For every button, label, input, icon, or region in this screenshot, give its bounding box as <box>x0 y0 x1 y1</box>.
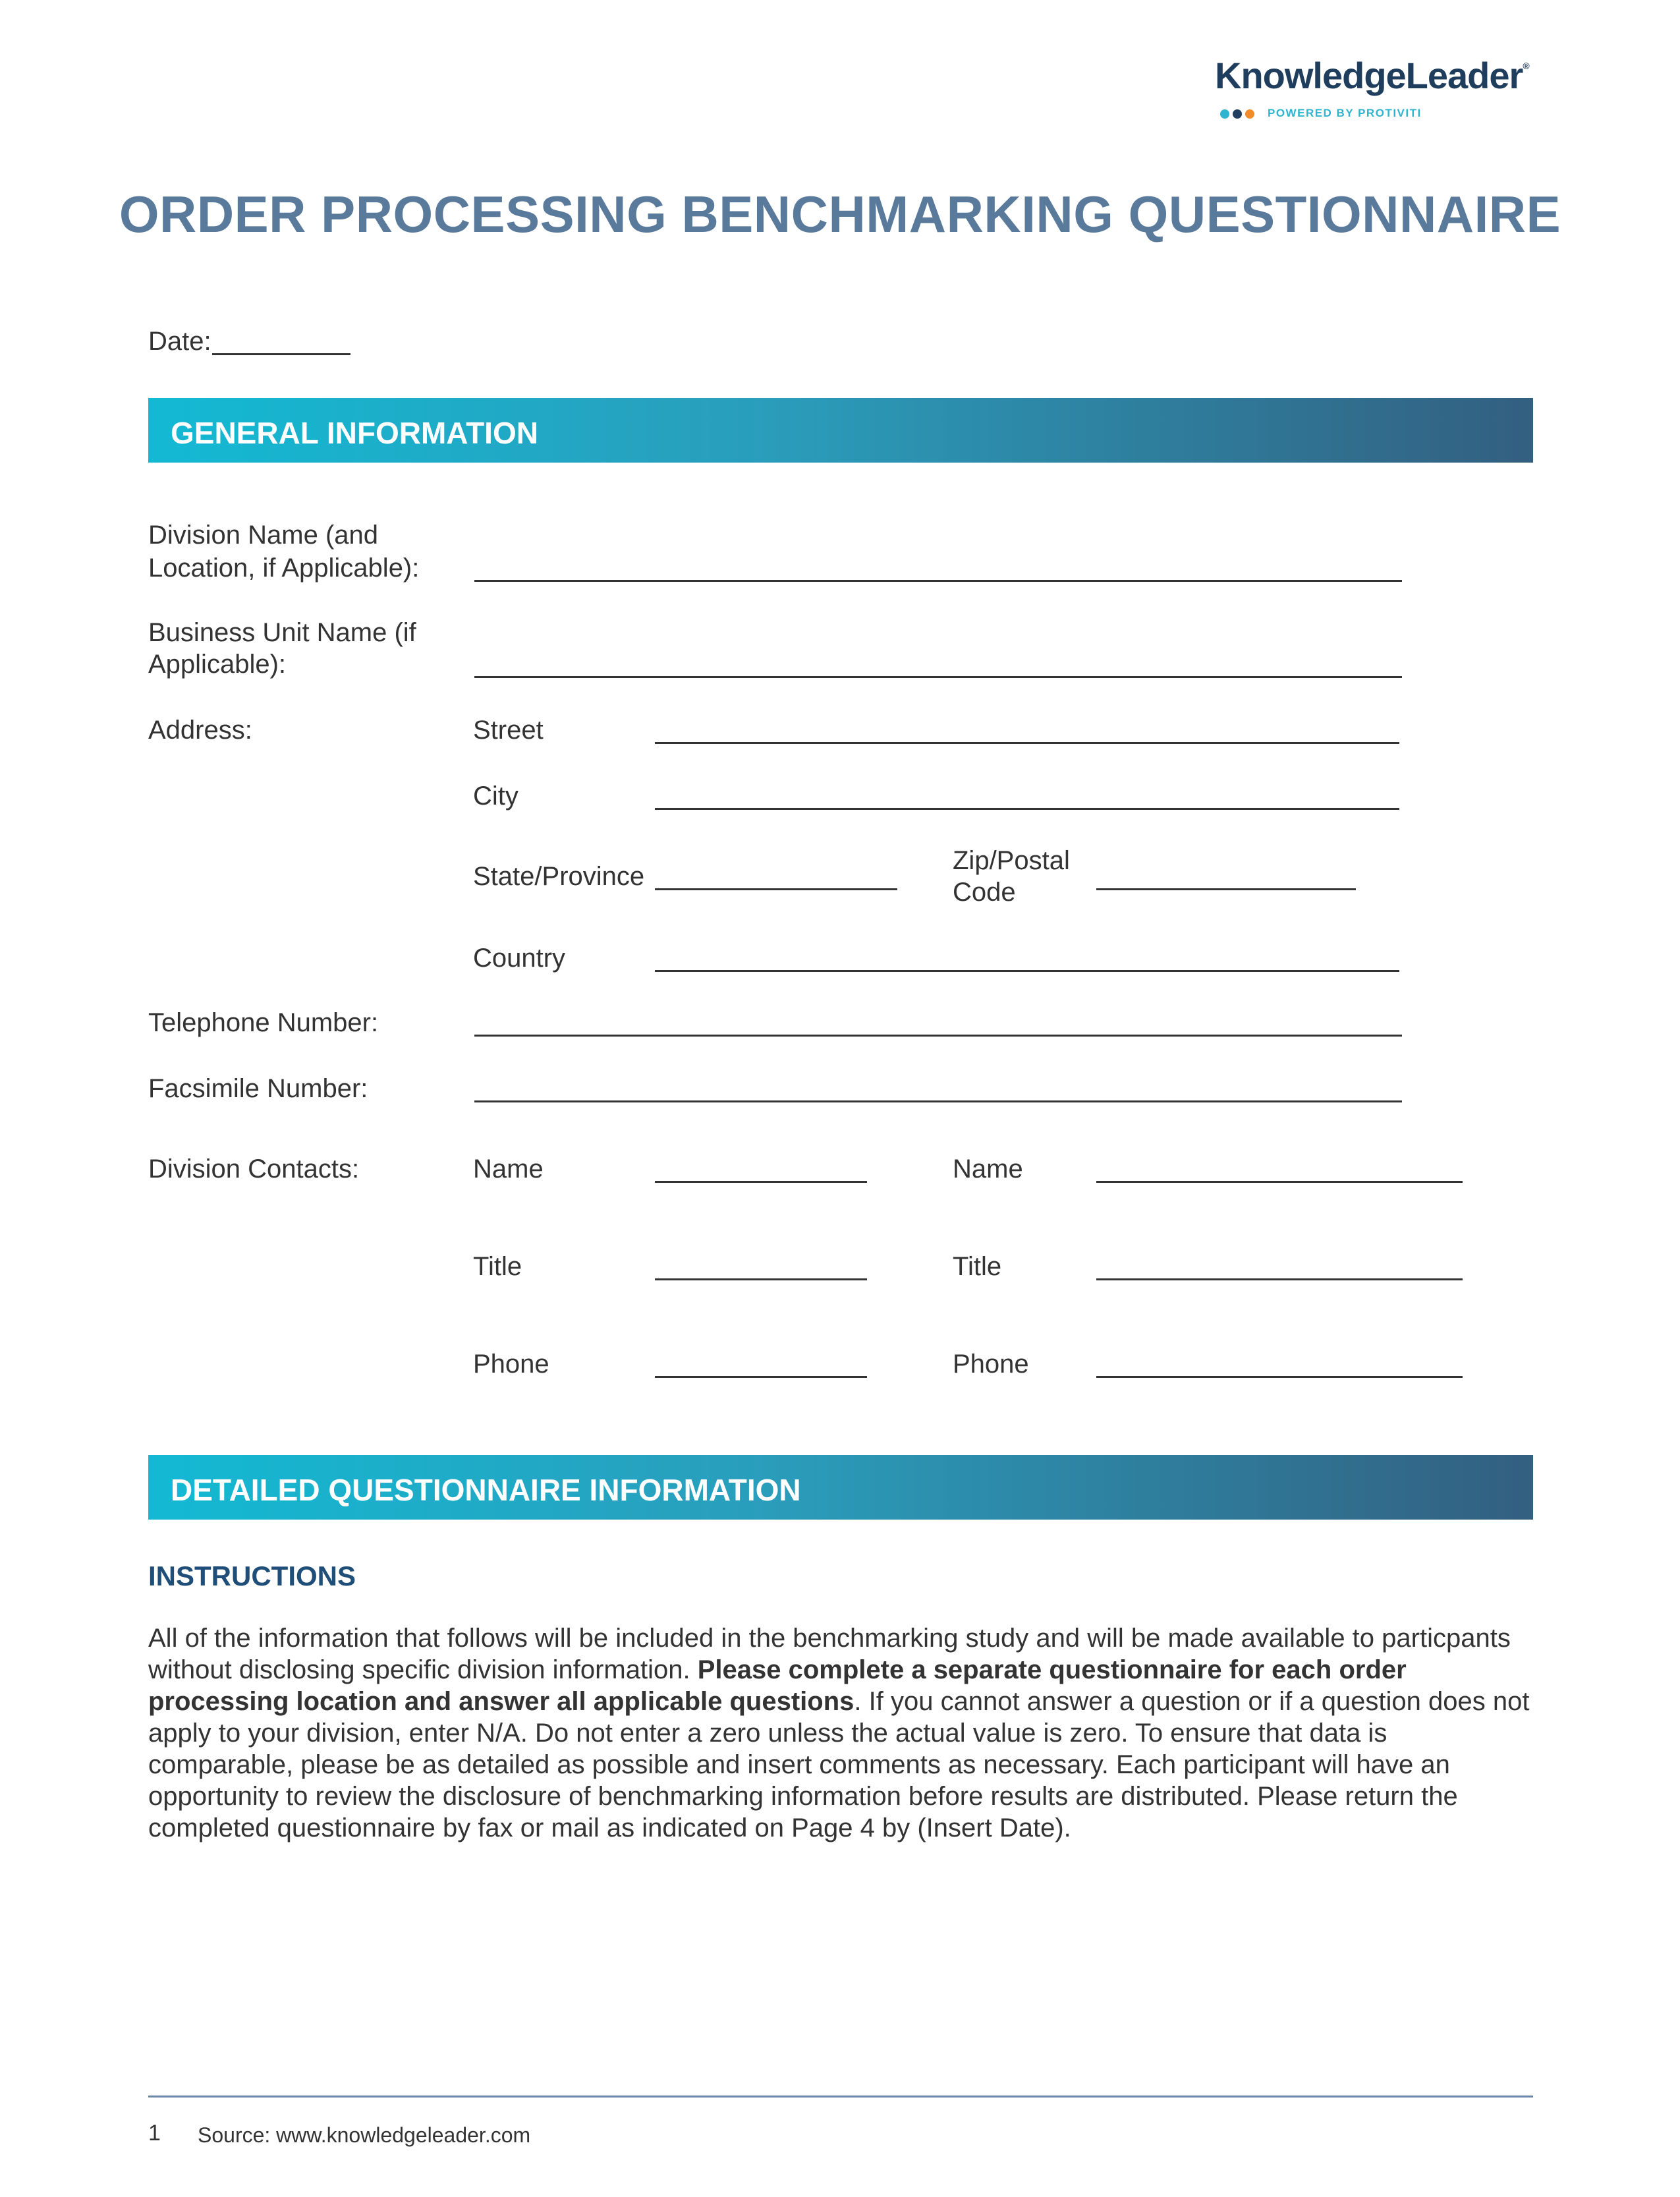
logo-dots <box>1220 109 1258 122</box>
zip-postal-field[interactable] <box>1096 888 1356 890</box>
contact2-title-field[interactable] <box>1096 1278 1463 1280</box>
street-field[interactable] <box>655 742 1399 744</box>
instructions-text-part1: All of the information that follows will be included in the benchmarking study and will be made available to particpants without disclosing specific division information. <box>148 1624 1511 1684</box>
zip-postal-label-line1: Zip/Postal <box>953 846 1070 875</box>
contact1-name-label: Name <box>473 1155 544 1184</box>
logo-dot-icon <box>1233 109 1242 119</box>
footer-source: Source: www.knowledgeleader.com <box>198 2123 531 2147</box>
country-label: Country <box>473 944 566 973</box>
section-title-detailed: DETAILED QUESTIONNAIRE INFORMATION <box>171 1473 801 1507</box>
contact1-title-field[interactable] <box>655 1278 867 1280</box>
state-province-label: State/Province <box>473 862 645 891</box>
instructions-text-part2: . If you cannot answer a question or if a question does not apply to your division, enter N/A. Do not enter a zero unless the actual value is zero. To ensure that data is comparable, please be as detailed as possible and insert comments as necessary. Each participant will have an opportunity to review the disclosure of benchmarking information before results are distributed. Please return the completed questionnaire by fax or mail as indicated on Page 4 by (Insert Date). <box>148 1687 1530 1842</box>
telephone-label: Telephone Number: <box>148 1008 379 1037</box>
logo-tagline: POWERED BY PROTIVITI <box>1268 107 1422 119</box>
zip-postal-label-line2: Code <box>953 878 1016 907</box>
country-field[interactable] <box>655 970 1399 972</box>
city-field[interactable] <box>655 808 1399 810</box>
contact1-name-field[interactable] <box>655 1181 867 1183</box>
state-province-field[interactable] <box>655 888 897 890</box>
section-title-general: GENERAL INFORMATION <box>171 416 538 450</box>
date-field[interactable] <box>212 353 350 355</box>
logo <box>1215 54 1529 97</box>
contact1-phone-field[interactable] <box>655 1376 867 1378</box>
business-unit-field[interactable] <box>474 676 1402 678</box>
section-header-detailed <box>148 1455 1533 1520</box>
page-number: 1 <box>148 2121 161 2146</box>
contact2-name-label: Name <box>953 1155 1023 1184</box>
contact1-title-label: Title <box>473 1252 522 1281</box>
division-name-label-line1: Division Name (and <box>148 521 379 550</box>
facsimile-label: Facsimile Number: <box>148 1074 368 1103</box>
logo-dot-icon <box>1245 109 1254 119</box>
city-label: City <box>473 782 518 811</box>
contact2-title-label: Title <box>953 1252 1002 1281</box>
logo-name: KnowledgeLeader <box>1215 55 1523 96</box>
division-name-label-line2: Location, if Applicable): <box>148 554 420 583</box>
contact2-phone-field[interactable] <box>1096 1376 1463 1378</box>
division-name-field[interactable] <box>474 580 1402 582</box>
section-header-general <box>148 398 1533 463</box>
street-label: Street <box>473 716 544 745</box>
footer-divider <box>148 2096 1533 2097</box>
contact2-name-field[interactable] <box>1096 1181 1463 1183</box>
contact2-phone-label: Phone <box>953 1350 1029 1379</box>
business-unit-label-line2: Applicable): <box>148 650 287 679</box>
business-unit-label-line1: Business Unit Name (if <box>148 618 416 647</box>
address-label: Address: <box>148 716 252 745</box>
document-title: ORDER PROCESSING BENCHMARKING QUESTIONNAIRE <box>119 185 1561 243</box>
facsimile-field[interactable] <box>474 1100 1402 1102</box>
division-contacts-label: Division Contacts: <box>148 1155 360 1184</box>
instructions-paragraph <box>148 1622 1538 1844</box>
telephone-field[interactable] <box>474 1035 1402 1037</box>
contact1-phone-label: Phone <box>473 1350 549 1379</box>
instructions-heading: INSTRUCTIONS <box>148 1560 356 1591</box>
logo-registered-mark: ® <box>1523 61 1529 71</box>
instructions-text-bold: Please complete a separate questionnaire for each order processing location and answer all applicable questions <box>148 1655 1407 1716</box>
date-label: Date: <box>148 327 211 356</box>
logo-dot-icon <box>1220 109 1229 119</box>
